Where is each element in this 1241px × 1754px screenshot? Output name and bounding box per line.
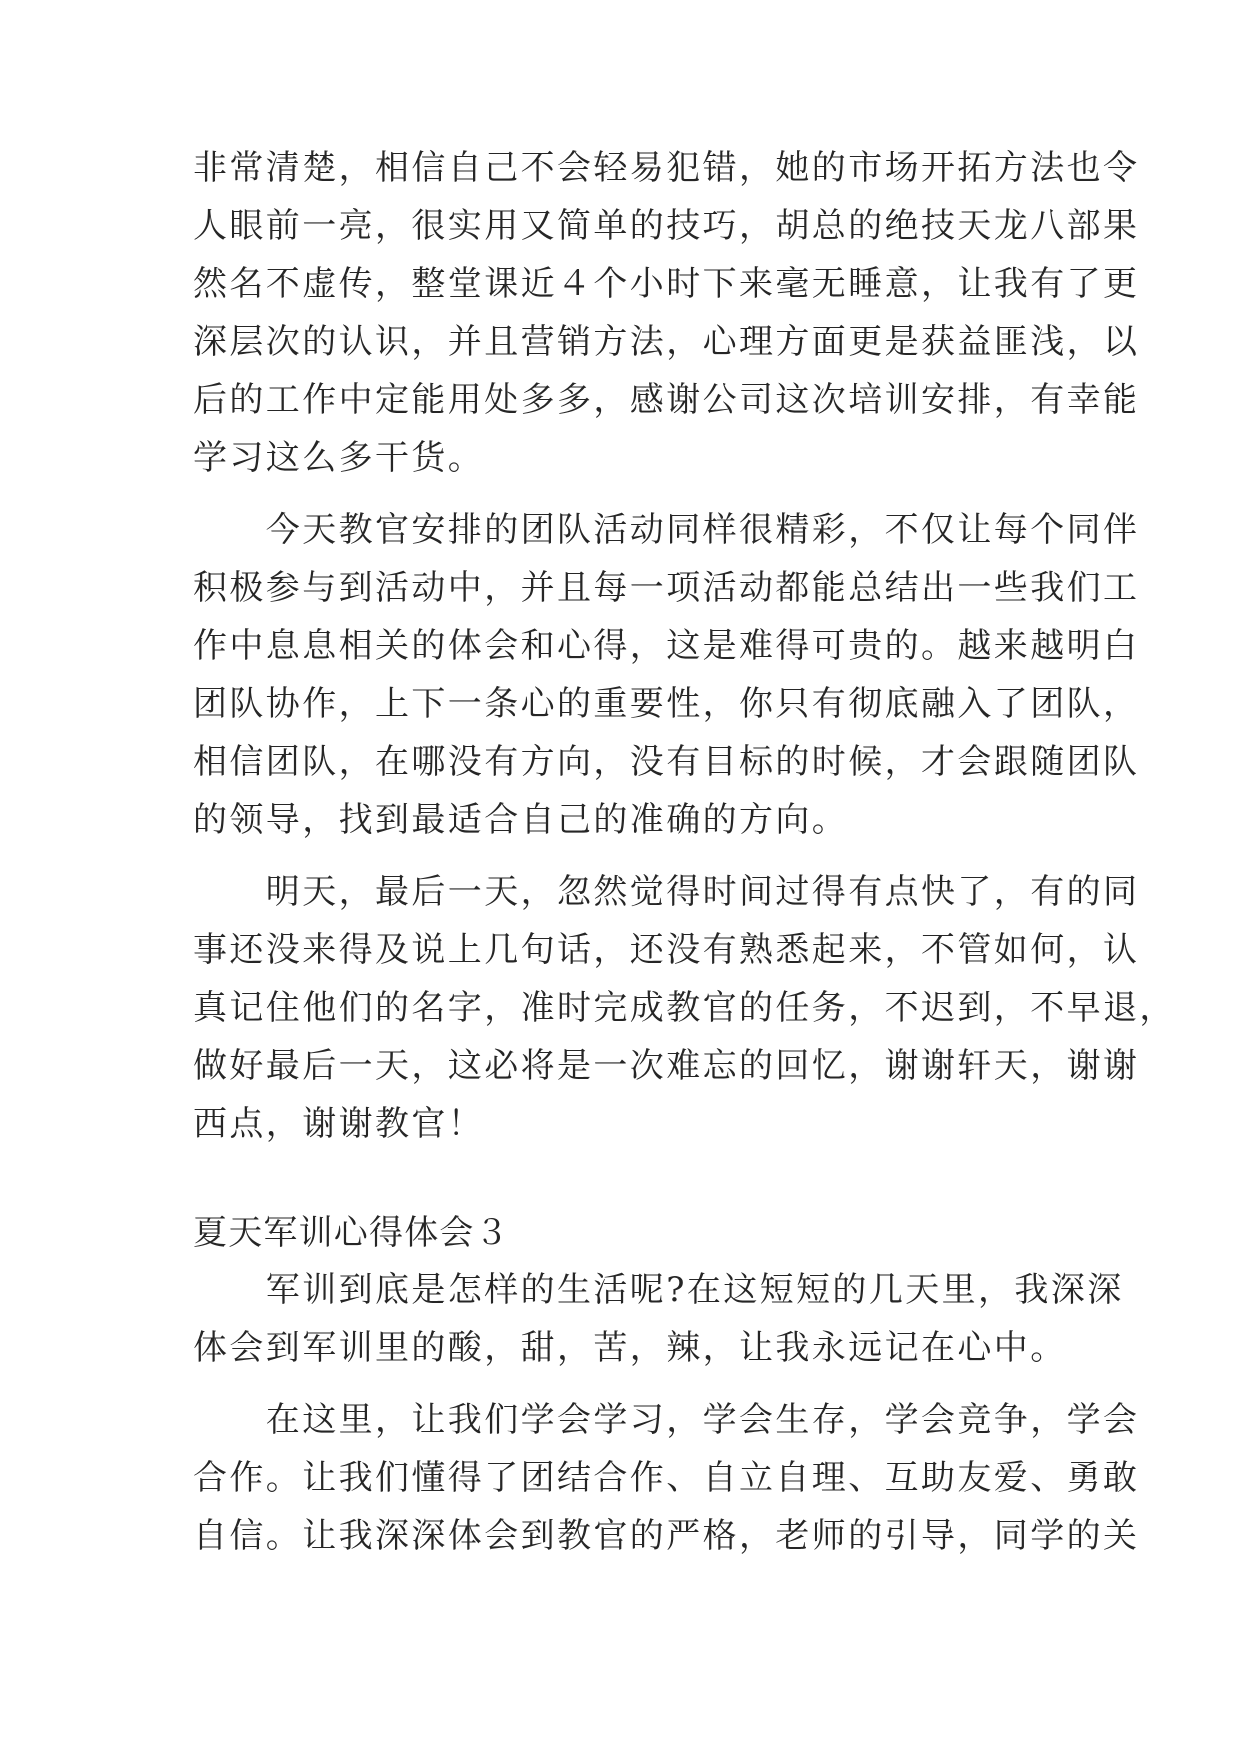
paragraph-line: 真记住他们的名字，准时完成教官的任务，不迟到，不早退，	[193, 988, 1176, 1028]
paragraph-line: 做好最后一天，这必将是一次难忘的回忆，谢谢轩天，谢谢	[193, 1046, 1140, 1086]
paragraph-line: 相信团队，在哪没有方向，没有目标的时候，才会跟随团队	[193, 742, 1140, 782]
paragraph-line: 后的工作中定能用处多多，感谢公司这次培训安排，有幸能	[193, 380, 1140, 420]
section-heading: 夏天军训心得体会３	[193, 1213, 510, 1253]
paragraph-line: 今天教官安排的团队活动同样很精彩，不仅让每个同伴	[193, 510, 1140, 550]
paragraph-line: 深层次的认识，并且营销方法，心理方面更是获益匪浅，以	[193, 322, 1140, 362]
paragraph-line: 事还没来得及说上几句话，还没有熟悉起来，不管如何，认	[193, 930, 1140, 970]
paragraph-line: 合作。让我们懂得了团结合作、自立自理、互助友爱、勇敢	[193, 1458, 1140, 1498]
paragraph-line: 在这里，让我们学会学习，学会生存，学会竞争，学会	[193, 1400, 1140, 1440]
paragraph-line: 体会到军训里的酸，甜，苦，辣，让我永远记在心中。	[193, 1328, 1067, 1368]
paragraph-line: 非常清楚，相信自己不会轻易犯错，她的市场开拓方法也令	[193, 148, 1140, 188]
paragraph-line: 积极参与到活动中，并且每一项活动都能总结出一些我们工	[193, 568, 1140, 608]
paragraph-line: 作中息息相关的体会和心得，这是难得可贵的。越来越明白	[193, 626, 1140, 666]
paragraph-line: 明天，最后一天，忽然觉得时间过得有点快了，有的同	[193, 872, 1140, 912]
paragraph-line: 人眼前一亮，很实用又简单的技巧，胡总的绝技天龙八部果	[193, 206, 1140, 246]
paragraph-line: 西点，谢谢教官！	[193, 1104, 485, 1144]
paragraph-line: 自信。让我深深体会到教官的严格，老师的引导，同学的关	[193, 1516, 1140, 1556]
paragraph-line: 学习这么多干货。	[193, 438, 485, 478]
paragraph-line: 军训到底是怎样的生活呢?在这短短的几天里，我深深	[193, 1270, 1124, 1310]
paragraph-line: 团队协作，上下一条心的重要性，你只有彻底融入了团队，	[193, 684, 1140, 724]
paragraph-line: 然名不虚传，整堂课近４个小时下来毫无睡意，让我有了更	[193, 264, 1140, 304]
paragraph-line: 的领导，找到最适合自己的准确的方向。	[193, 800, 849, 840]
